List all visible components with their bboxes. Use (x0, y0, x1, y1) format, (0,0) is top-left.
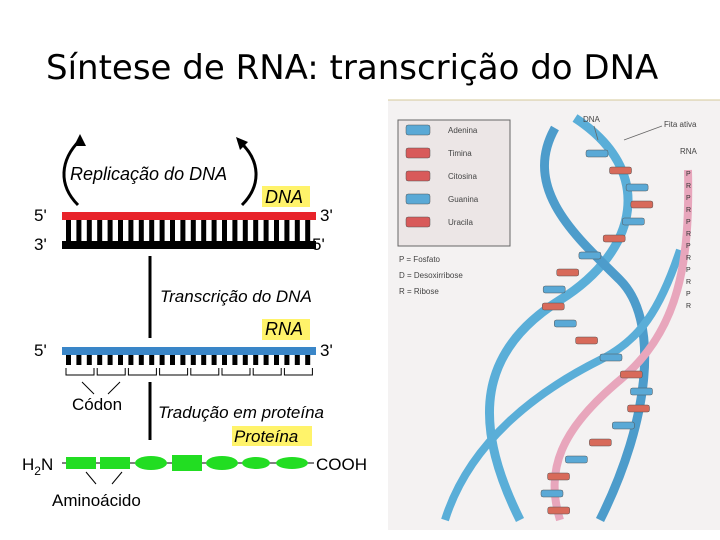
helix-base (631, 201, 653, 208)
amino-acid-5 (206, 456, 238, 470)
legend-item-label: Citosina (448, 172, 477, 181)
legend-p-label: P = Fosfato (399, 255, 440, 264)
amino-acid-3 (135, 456, 167, 470)
replication-label: Replicação do DNA (70, 164, 228, 184)
rna-base (222, 355, 227, 365)
dna-top-base (139, 220, 144, 231)
rna-base (160, 355, 165, 365)
dna-top-base (212, 220, 217, 231)
dna-top-strand (62, 212, 316, 220)
legend-item-label: Guanina (448, 195, 479, 204)
dna-top-base (170, 220, 175, 231)
dna-top-base (274, 220, 279, 231)
helix-base (542, 303, 564, 310)
rna-base (274, 355, 279, 365)
dna-bottom-base (232, 231, 237, 241)
rna-letter: R (686, 207, 692, 214)
rna-base (108, 355, 113, 365)
rna-letter: R (686, 231, 692, 238)
rna-letter: P (686, 171, 691, 178)
dna-top-base (128, 220, 133, 231)
codon-bracket (66, 368, 94, 375)
dna-bottom-base (97, 231, 102, 241)
dna-bottom-base (108, 231, 113, 241)
helix-base (610, 167, 632, 174)
rna-base (170, 355, 175, 365)
rna-base (284, 355, 289, 365)
rna-letter: R (686, 279, 692, 286)
slide-title: Síntese de RNA: transcrição do DNA (46, 48, 659, 88)
codon-pointer-b (108, 382, 120, 394)
dna-top-base (149, 220, 154, 231)
dna-top-base (222, 220, 227, 231)
legend-item-label: Timina (448, 149, 472, 158)
rna-base (118, 355, 123, 365)
adenine-shape (406, 125, 430, 135)
guanine-shape (406, 194, 430, 204)
helix-base (548, 473, 570, 480)
helix-base (543, 286, 565, 293)
amino-acid-4 (172, 455, 202, 471)
rna-base (76, 355, 81, 365)
dna-bottom-base (264, 231, 269, 241)
rna-base (191, 355, 196, 365)
amino-pointer-a (86, 472, 96, 484)
legend-item-label: Adenina (448, 126, 478, 135)
right-rna-label: RNA (680, 147, 697, 156)
helix-base (541, 490, 563, 497)
dna-bottom-strand (62, 241, 316, 249)
helix-base (589, 439, 611, 446)
dna-top-base (305, 220, 310, 231)
rna-base (139, 355, 144, 365)
dna-top-base (201, 220, 206, 231)
dna-top-base (243, 220, 248, 231)
rna-letter: R (686, 255, 692, 262)
rna-base (232, 355, 237, 365)
helix-base (628, 405, 650, 412)
amino-acid-7 (276, 457, 308, 469)
dna-bottom-base (305, 231, 310, 241)
helix-base (548, 507, 570, 514)
thymine-shape (406, 148, 430, 158)
dna-top-5-label: 5' (34, 206, 47, 225)
h2n-label: $H_2N$ (22, 455, 54, 478)
dna-bottom-base (243, 231, 248, 241)
dna-bottom-base (87, 231, 92, 241)
dna-top-3-label: 3' (320, 206, 333, 225)
cytosine-shape (406, 171, 430, 181)
translation-label: Tradução em proteína (158, 403, 324, 422)
dna-bottom-base (212, 231, 217, 241)
legend-d-label: D = Desoxirribose (399, 271, 463, 280)
rna-base (295, 355, 300, 365)
rna-base (305, 355, 310, 365)
dna-bottom-base (274, 231, 279, 241)
dna-top-base (295, 220, 300, 231)
dna-top-base (108, 220, 113, 231)
dna-bottom-base (253, 231, 258, 241)
rna-letter: P (686, 291, 691, 298)
codon-bracket (97, 368, 125, 375)
dna-bottom-base (76, 231, 81, 241)
dna-top-base (66, 220, 71, 231)
dna-top-teeth (66, 220, 310, 231)
cooh-label: COOH (316, 455, 367, 474)
codon-label: Códon (72, 395, 123, 414)
dna-top-base (264, 220, 269, 231)
rna-label: RNA (265, 319, 304, 339)
rna-letter: R (686, 183, 692, 190)
dna-bottom-base (222, 231, 227, 241)
helix-base (630, 388, 652, 395)
rna-teeth (66, 355, 310, 365)
helix-base (557, 269, 579, 276)
dna-bottom-base (149, 231, 154, 241)
helix-base (579, 252, 601, 259)
replication-arrow-right-icon (240, 142, 256, 205)
helix-base (626, 184, 648, 191)
codon-brackets (66, 368, 312, 375)
codon-bracket (160, 368, 188, 375)
legend-item-label: Uracila (448, 218, 473, 227)
rna-base (97, 355, 102, 365)
dna-bottom-teeth (66, 231, 310, 241)
dna-label: DNA (265, 187, 304, 207)
rna-letter: P (686, 219, 691, 226)
dna-bottom-base (160, 231, 165, 241)
dna-top-base (191, 220, 196, 231)
dna-bottom-base (295, 231, 300, 241)
rna-3-label: 3' (320, 341, 333, 360)
dna-top-base (284, 220, 289, 231)
rna-letter: R (686, 303, 692, 310)
helix-base (622, 218, 644, 225)
helix-base (612, 422, 634, 429)
rna-letter: P (686, 267, 691, 274)
helix-base (576, 337, 598, 344)
rna-base (201, 355, 206, 365)
dna-top-base (253, 220, 258, 231)
legend-r-label: R = Ribose (399, 287, 439, 296)
helix-base (565, 456, 587, 463)
dna-top-base (232, 220, 237, 231)
rna-base (180, 355, 185, 365)
transcription-label: Transcrição do DNA (160, 287, 312, 306)
dna-bottom-base (66, 231, 71, 241)
amino-acid-2 (100, 457, 130, 469)
dna-top-base (118, 220, 123, 231)
rna-base (66, 355, 71, 365)
protein-label: Proteína (234, 427, 299, 446)
dna-top-base (87, 220, 92, 231)
rna-base (253, 355, 258, 365)
dna-bottom-base (139, 231, 144, 241)
helix-base (586, 150, 608, 157)
right-dna-label: DNA (583, 115, 600, 124)
dna-bottom-base (128, 231, 133, 241)
codon-bracket (191, 368, 219, 375)
dna-top-base (97, 220, 102, 231)
amino-acid-1 (66, 457, 96, 469)
dna-bottom-base (118, 231, 123, 241)
dna-bottom-5-label: 5' (312, 235, 325, 254)
codon-pointer-a (82, 382, 94, 394)
left-diagram (22, 134, 367, 510)
amino-acid-6 (242, 457, 270, 469)
codon-bracket (284, 368, 312, 375)
codon-bracket (222, 368, 250, 375)
amino-pointer-b (112, 472, 122, 484)
right-diagram (388, 100, 720, 530)
rna-5-label: 5' (34, 341, 47, 360)
rna-letter: P (686, 243, 691, 250)
helix-base (603, 235, 625, 242)
codon-bracket (253, 368, 281, 375)
rna-base (87, 355, 92, 365)
helix-base (554, 320, 576, 327)
rna-letter: P (686, 195, 691, 202)
codon-bracket (128, 368, 156, 375)
active-strand-label: Fita ativa (664, 120, 697, 129)
rna-strand (62, 347, 316, 355)
dna-bottom-base (180, 231, 185, 241)
rna-base (264, 355, 269, 365)
dna-top-base (160, 220, 165, 231)
rna-base (212, 355, 217, 365)
uracil-shape (406, 217, 430, 227)
dna-bottom-base (191, 231, 196, 241)
rna-base (149, 355, 154, 365)
helix-base (600, 354, 622, 361)
amino-acid-label: Aminoácido (52, 491, 141, 510)
dna-top-base (180, 220, 185, 231)
dna-top-base (76, 220, 81, 231)
dna-bottom-base (201, 231, 206, 241)
rna-base (243, 355, 248, 365)
helix-base (620, 371, 642, 378)
rna-base (128, 355, 133, 365)
arrow-head-left-icon (74, 134, 86, 146)
dna-bottom-base (284, 231, 289, 241)
dna-bottom-base (170, 231, 175, 241)
dna-bottom-3-label: 3' (34, 235, 47, 254)
